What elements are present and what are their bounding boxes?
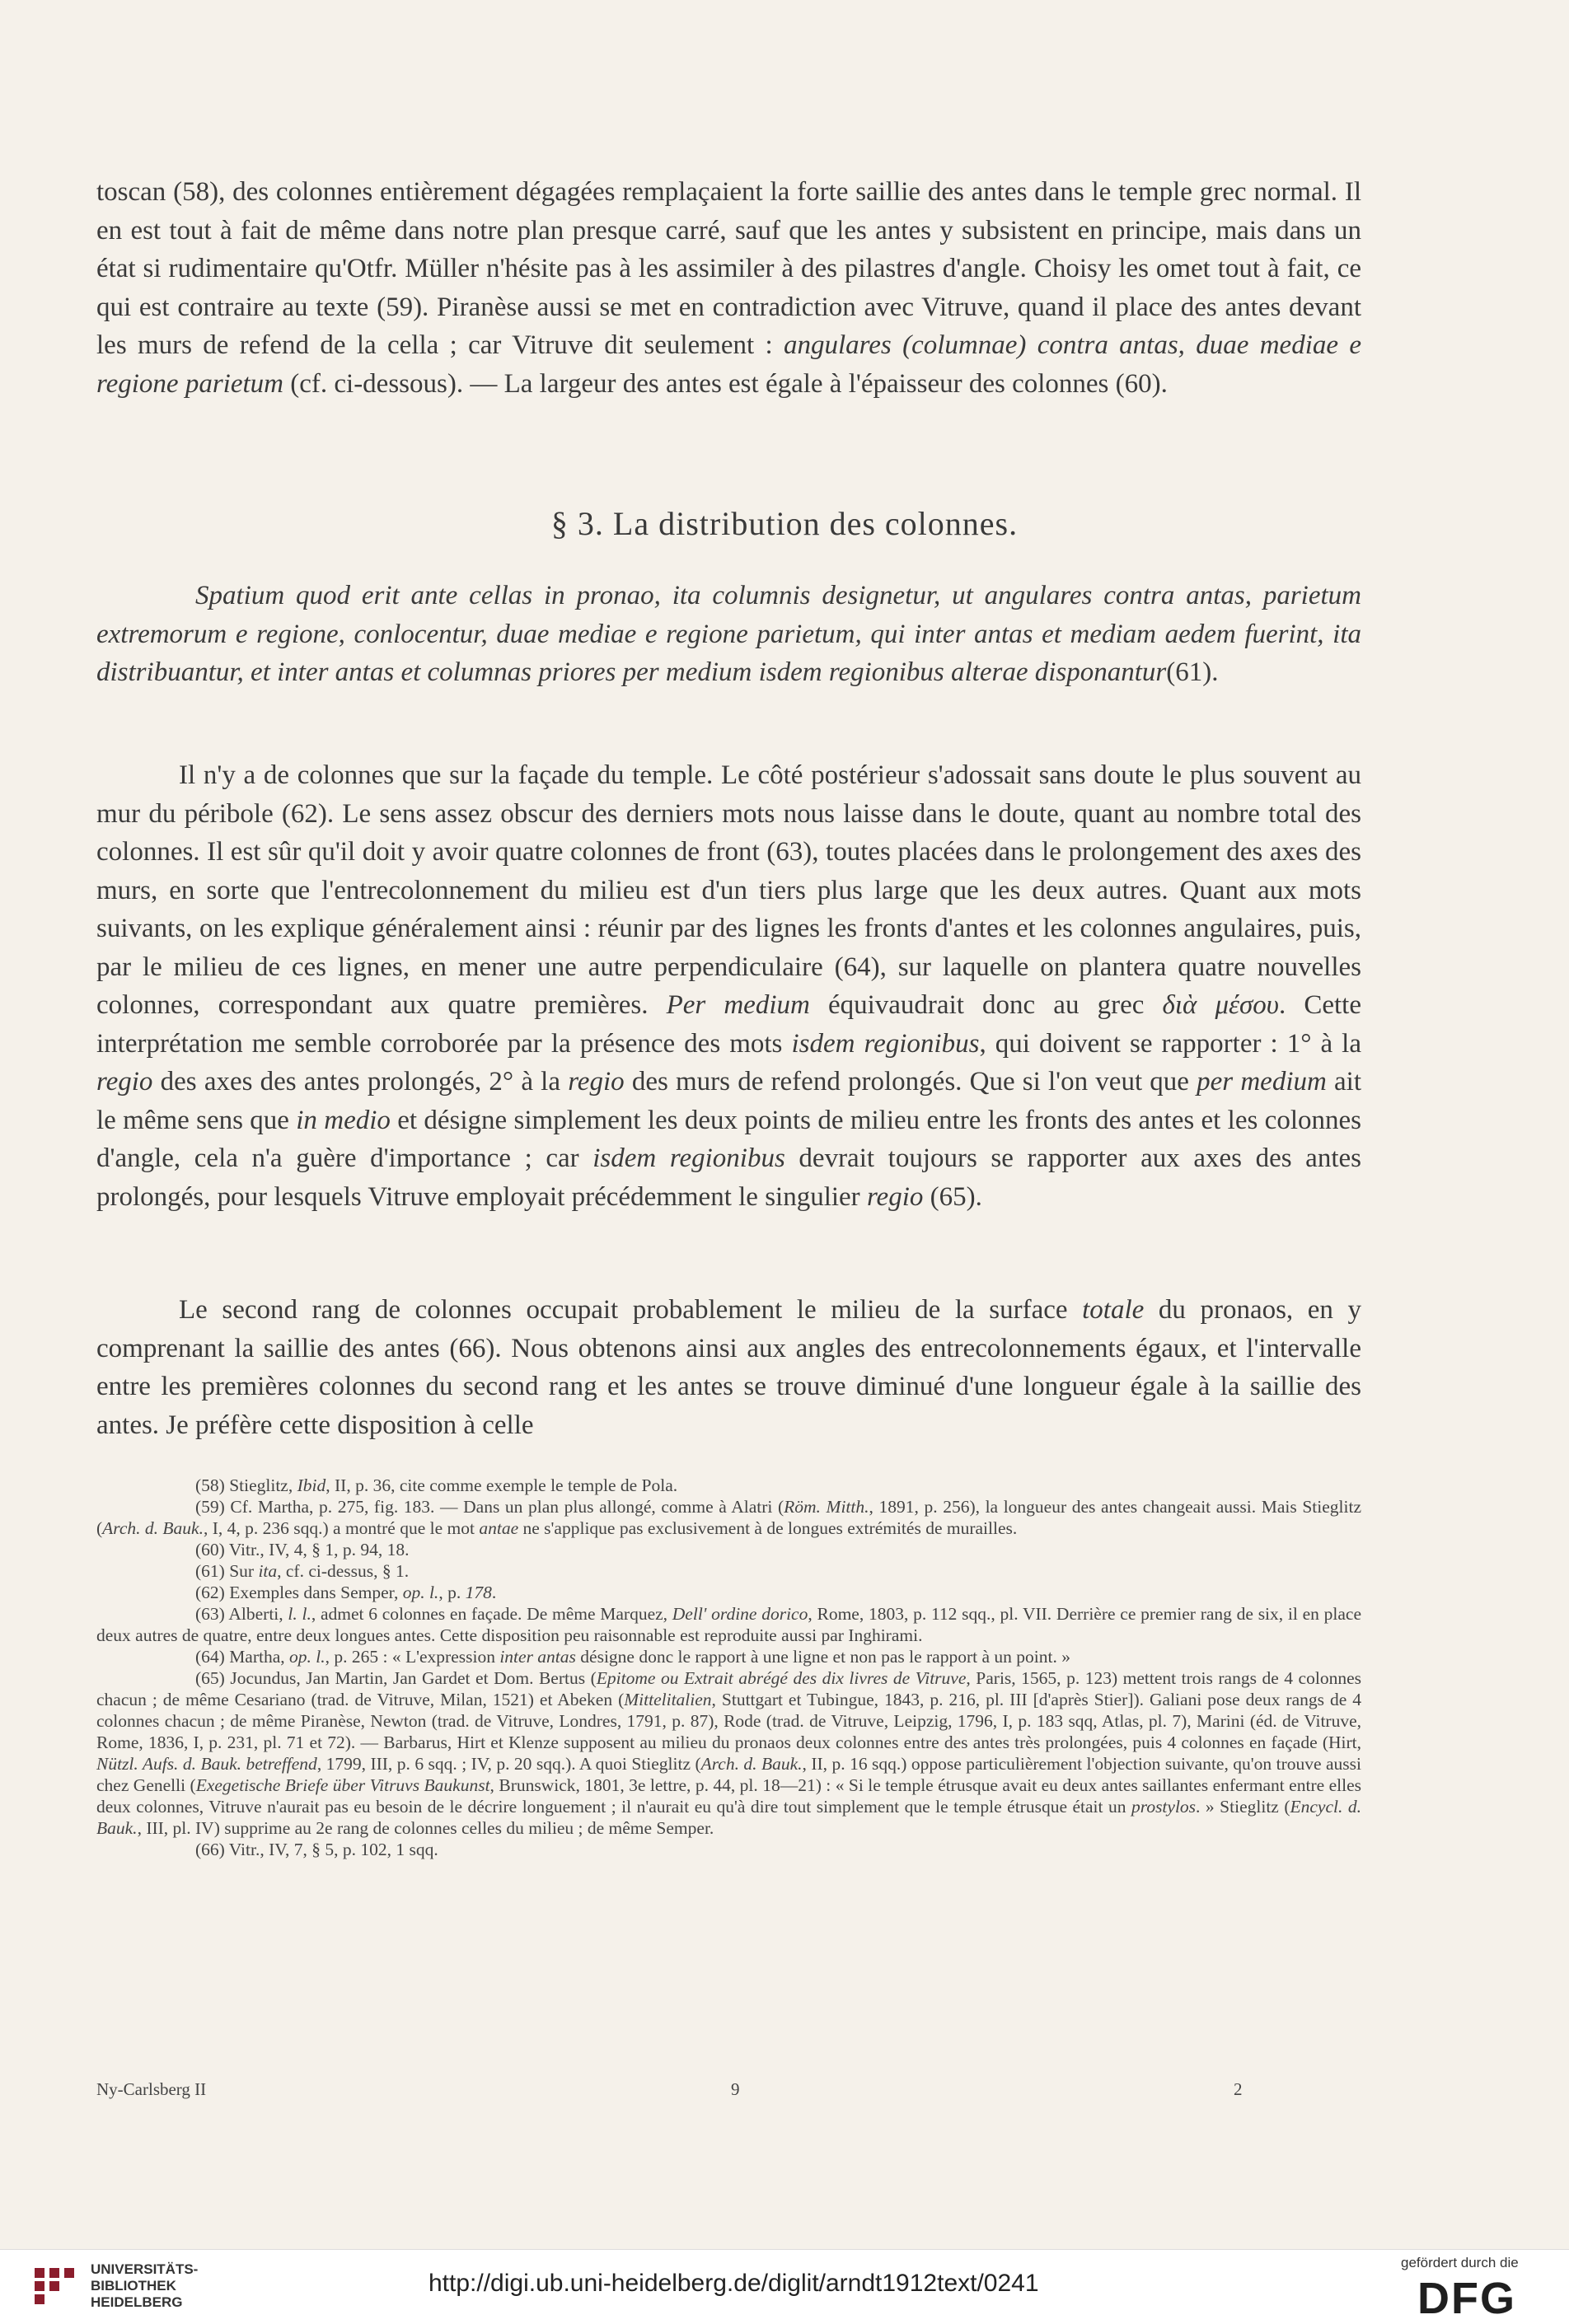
funding-label: gefördert durch die — [1401, 2255, 1519, 2270]
footnote-59: (59) Cf. Martha, p. 275, fig. 183. — Dans un plan plus allongé, comme à Alatri (Röm. Mitth., 1891, p. 256), la longueur des antes changeait aussi. Mais Stieglitz (Arch. d. Bauk., I, 4, p. 236 sqq.) a montré que le mot antae ne s'applique pas exclusivement à de longues extrémités de murailles. — [96, 1497, 1362, 1538]
footnote-61: (61) Sur ita, cf. ci-dessus, § 1. — [195, 1561, 410, 1581]
permalink-url[interactable]: http://digi.ub.uni-heidelberg.de/diglit/arndt1912text/0241 — [429, 2270, 1039, 2297]
footnote-66: (66) Vitr., IV, 7, § 5, p. 102, 1 sqq. — [195, 1840, 438, 1859]
latin-quotation: Spatium quod erit ante cellas in pronao, ita columnis designetur, ut angulares contra antas, parietum extremorum e regione, conlocentur, duae mediae e regione parietum, qui inter antas et mediam aedem fuerint, ita distribuantur, et inter antas et columnas priores per medium isdem regionibus alterae disponantur(61). — [96, 581, 1361, 687]
footnote-63: (63) Alberti, l. l., admet 6 colonnes en façade. De même Marquez, Dell' ordine dorico, Rome, 1803, p. 112 sqq., pl. VII. Derrière ce premier rang de six, il en place deux autres de quatre, entre deux longues antes. Cette disposition peu raisonnable est reproduite aussi par Inghirami. — [96, 1604, 1361, 1645]
paragraph-colonnes-facade: Il n'y a de colonnes que sur la façade du temple. Le côté postérieur s'adossait sans doute le plus souvent au mur du péribole (62). Le sens assez obscur des derniers mots nous laisse dans le doute, quant au nombre total des colonnes. Il est sûr qu'il doit y avoir quatre colonnes de front (63), toutes placées dans le prolongement des axes des murs, en sorte que l'entrecolonnement du milieu est d'un tiers plus large que les deux autres. Quant aux mots suivants, on les explique généralement ainsi : réunir par des lignes les fronts d'antes et les colonnes angulaires, puis, par le milieu de ces lignes, en mener une autre perpendiculaire (64), sur laquelle on plantera quatre nouvelles colonnes, correspondant aux quatre premières. Per medium équivaudrait donc au grec διὰ μέσου. Cette interprétation me semble corroborée par la présence des mots isdem regionibus, qui doivent se rapporter : 1° à la regio des axes des antes prolongés, 2° à la regio des murs de refend prolongés. Que si l'on veut que per medium ait le même sens que in medio et désigne simplement les deux points de milieu entre les fronts des antes et les colonnes d'angle, cela n'a guère d'importance ; car isdem regionibus devrait toujours se rapporter aux axes des antes prolongés, pour lesquels Vitruve employait précédemment le singulier regio (65). — [96, 760, 1362, 1212]
footnotes — [96, 1475, 1361, 1860]
university-library-name[interactable]: UNIVERSITÄTS- BIBLIOTHEK HEIDELBERG — [91, 2261, 199, 2310]
university-library-logo-icon[interactable] — [30, 2261, 79, 2311]
collection-name: Ny-Carlsberg II — [96, 2079, 207, 2099]
signature-mark: 2 — [1234, 2079, 1243, 2099]
dfg-logo[interactable]: DFG — [1417, 2274, 1516, 2323]
section-heading: § 3. La distribution des colonnes. — [550, 505, 1019, 542]
paragraph-second-rang: Le second rang de colonnes occupait probablement le milieu de la surface totale du pronaos, en y comprenant la saillie des antes (66). Nous obtenons ainsi aux angles des entrecolonnements égaux, et l'intervalle entre les premières colonnes du second rang et les antes se trouve diminué d'une longueur égale à la saillie des antes. Je préfère cette disposition à celle — [96, 1295, 1361, 1440]
footnote-60: (60) Vitr., IV, 4, § 1, p. 94, 18. — [195, 1540, 410, 1559]
page-number: 9 — [731, 2079, 740, 2099]
footnote-64: (64) Martha, op. l., p. 265 : « L'expression inter antas désigne donc le rapport à une ligne et non pas le rapport à un point. » — [195, 1647, 1070, 1667]
digitization-banner — [0, 2249, 1569, 2322]
footnote-62: (62) Exemples dans Semper, op. l., p. 178. — [195, 1583, 497, 1602]
opening-paragraph: toscan (58), des colonnes entièrement dégagées remplaçaient la forte saillie des antes dans le temple grec normal. Il en est tout à fait de même dans notre plan presque carré, sauf que les antes y subsistent en principe, mais dans un état si rudimentaire qu'Otfr. Müller n'hésite pas à les assimiler à des pilastres d'angle. Choisy les omet tout à fait, ce qui est contraire au texte (59). Piranèse aussi se met en contradiction avec Vitruve, quand il place des antes devant les murs de refend de la cella ; car Vitruve dit seulement : angulares (columnae) contra antas, duae mediae e regione parietum (cf. ci-dessous). — La largeur des antes est égale à l'épaisseur des colonnes (60). — [96, 177, 1361, 399]
footnote-58: (58) Stieglitz, Ibid, II, p. 36, cite comme exemple le temple de Pola. — [195, 1475, 678, 1495]
footnote-65: (65) Jocundus, Jan Martin, Jan Gardet et Dom. Bertus (Epitome ou Extrait abrégé des dix livres de Vitruve, Paris, 1565, p. 123) mettent trois rangs de 4 colonnes chacun ; de même Cesariano (trad. de Vitruve, Milan, 1521) et Abeken (Mittelitalien, Stuttgart et Tubingue, 1843, p. 216, pl. III [d'après Stier]). Galiani pose deux rangs de 4 colonnes chacun ; de même Piranèse, Newton (trad. de Vitruve, Londres, 1791, p. 87), Rode (trad. de Vitruve, Leipzig, 1796, I, p. 183 sqq, Atlas, pl. 7), Marini (éd. de Vitruve, Rome, 1836, I, p. 231, pl. 71 et 72). — Barbarus, Hirt et Klenze supposent au milieu du pronaos deux colonnes entre des antes très prolongées, puis 4 colonnes en façade (Hirt, Nützl. Aufs. d. Bauk. betreffend, 1799, III, p. 6 sqq. ; IV, p. 20 sqq.). A quoi Stieglitz (Arch. d. Bauk., II, p. 16 sqq.) oppose particulièrement l'objection suivante, qu'on trouve aussi chez Genelli (Exegetische Briefe über Vitruvs Baukunst, Brunswick, 1801, 3e lettre, p. 44, pl. 18—21) : « Si le temple étrusque avait eu deux antes saillantes enfermant entre elles deux colonnes, Vitruve n'aurait pas eu besoin de le décrire longuement ; il n'aurait eu qu'à dire tout simplement que le temple étrusque était un prostylos. » Stieglitz (Encycl. d. Bauk., III, pl. IV) supprime au 2e rang de colonnes celles du milieu ; de même Semper. — [96, 1668, 1362, 1838]
